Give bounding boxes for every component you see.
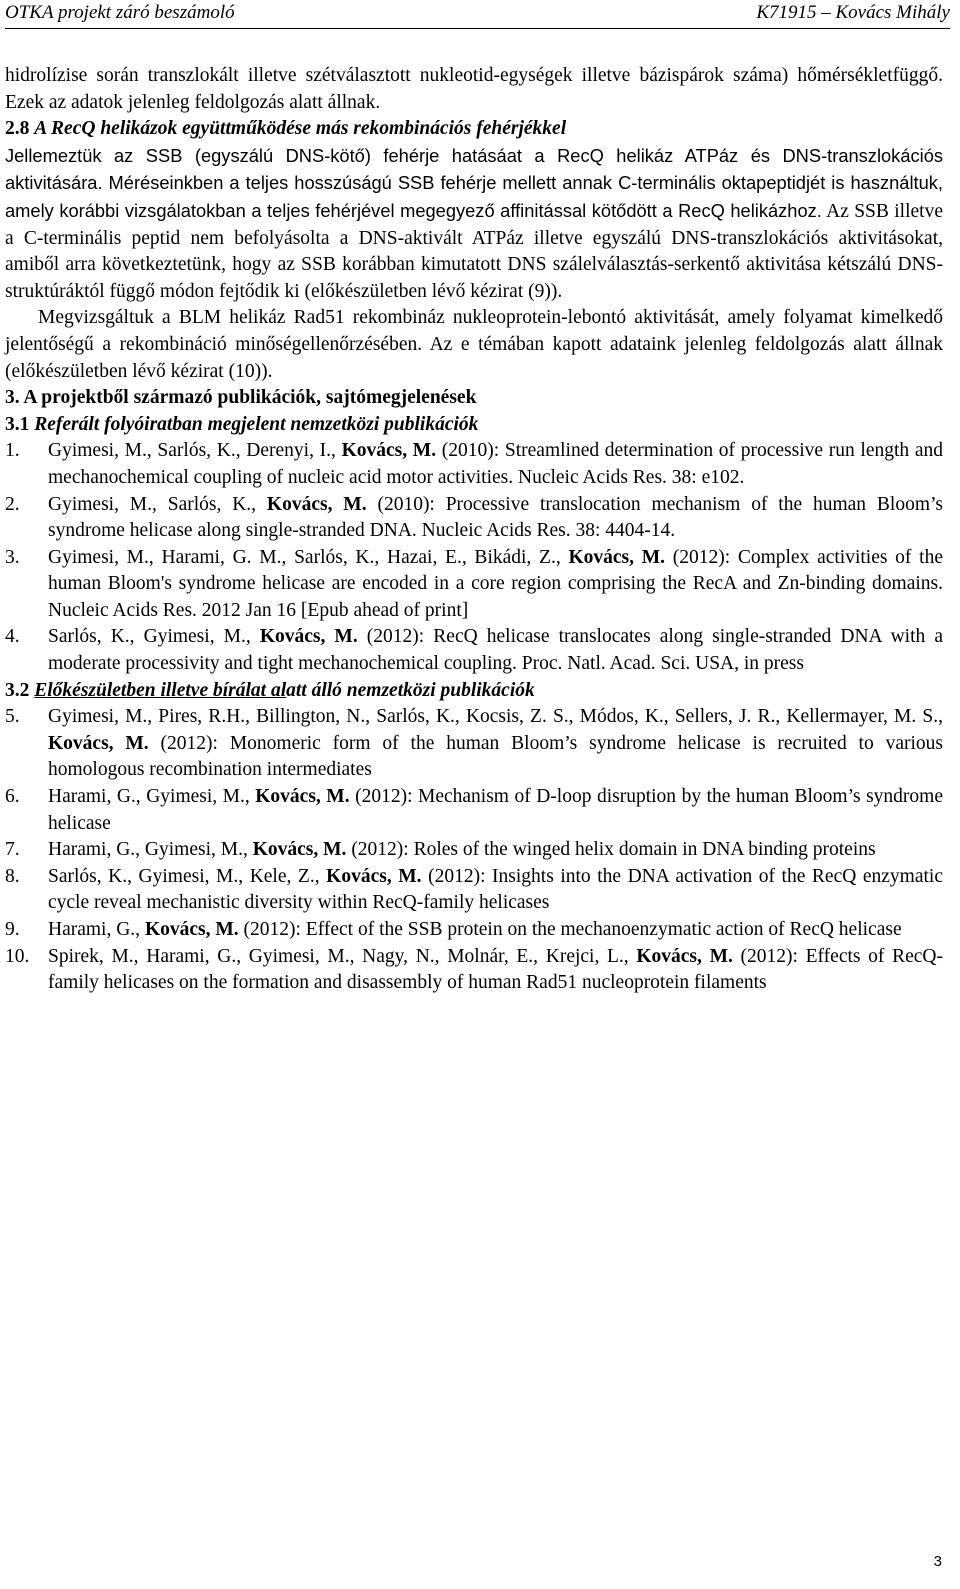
section-2-8-heading [5, 116, 943, 143]
publication-number: 8. [5, 865, 20, 887]
publication-details: (2012): Insights into the DNA activation of the RecQ enzymatic cycle reveal mechanistic diversity within RecQ-family helicases [48, 865, 943, 914]
publication-number: 4. [5, 626, 20, 648]
subsection-title-b: att álló nemzetközi publikációk [286, 679, 535, 701]
publication-number: 5. [5, 706, 20, 728]
publication-item [5, 492, 943, 545]
publication-authors: Harami, G., [48, 919, 145, 940]
publication-details: (2010): Processive translocation mechanism of the human Bloom’s syndrome helicase along single-stranded DNA. Nucleic Acids Res. 38: 4404-14. [48, 493, 943, 542]
publication-authors: Sarlós, K., Gyimesi, M., Kele, Z., [48, 865, 327, 887]
publication-highlight-author: Kovács, M. [568, 546, 665, 568]
publication-highlight-author: Kovács, M. [326, 865, 422, 887]
publication-authors: Gyimesi, M., Sarlós, K., [48, 493, 267, 515]
publication-details: (2012): Complex activities of the human Bloom's syndrome helicase are encoded in a core region comprising the RecA and Zn-binding domains. Nucleic Acids Res. 2012 Jan 16 [Epub ahead of print] [48, 546, 943, 621]
publication-highlight-author: Kovács, M. [259, 626, 358, 648]
publication-details: (2012): Roles of the winged helix domain in DNA binding proteins [346, 839, 876, 861]
publication-number: 2. [5, 493, 20, 515]
paragraph-continuation: hidrolízise során transzlokált illetve szétválasztott nukleotid-egységek illetve bázispárok száma) hőmérsékletfüggő. Ezek az adatok jelenleg feldolgozás alatt állnak. [5, 65, 943, 113]
publication-item [5, 864, 943, 917]
paragraph-ssb-serif: Az SSB illetve a C-terminális peptid nem befolyásolta a DNS-aktivált ATPáz illetve egyszálú DNS-transzlokációs aktivitásokat, amiből arra következtetünk, hogy az SSB korábban kimutatott DNS szálelválasztás-serkentő aktivitása kétszálú DNS-struktúráktól függő módon fejtődik ki (előkészületben lévő kézirat (9)). [5, 200, 943, 302]
page-number: 3 [933, 1553, 942, 1570]
publication-details: (2012): Mechanism of D-loop disruption by the human Bloom’s syndrome helicase [48, 786, 943, 834]
section-title: A RecQ helikázok együttműködése más rekombinációs fehérjékkel [34, 118, 567, 140]
publication-number: 7. [5, 839, 20, 861]
publication-item [5, 944, 943, 997]
publication-details: (2012): Monomeric form of the human Bloom’s syndrome helicase is recruited to various homologous recombination intermediates [48, 732, 943, 781]
publication-authors: Spirek, M., Harami, G., Gyimesi, M., Nagy, N., Molnár, E., Krejci, L., [48, 945, 637, 967]
publication-item [5, 545, 943, 625]
publication-authors: Gyimesi, M., Pires, R.H., Billington, N., Sarlós, K., Kocsis, Z. S., Módos, K., Sellers, J. R., Kellermayer, M. S., [48, 706, 943, 728]
section-3-1-heading [5, 412, 943, 439]
publication-number: 9. [5, 919, 20, 940]
publication-details: (2012): Effects of RecQ-family helicases on the formation and disassembly of human Rad51 nucleoprotein filaments [48, 945, 943, 994]
subsection-number: 3.2 [5, 679, 30, 701]
header-title: OTKA projekt záró beszámoló [5, 2, 235, 23]
subsection-title-a: Előkészületben illetve bírálat al [34, 679, 287, 701]
publication-highlight-author: Kovács, M. [341, 440, 437, 462]
published-publications-list [5, 438, 943, 677]
publication-authors: Harami, G., Gyimesi, M., [48, 786, 256, 808]
publication-authors: Sarlós, K., Gyimesi, M., [48, 626, 260, 648]
publication-item [5, 784, 943, 837]
publication-item [5, 438, 943, 491]
publication-authors: Gyimesi, M., Sarlós, K., Derenyi, I., [48, 440, 342, 462]
section-3-2-heading [5, 678, 943, 705]
publication-highlight-author: Kovács, M. [636, 945, 733, 967]
section-number: 2.8 [5, 118, 30, 140]
publication-item [5, 704, 943, 784]
publication-highlight-author: Kovács, M. [255, 786, 350, 808]
publication-item [5, 917, 943, 944]
publication-highlight-author: Kovács, M. [48, 732, 149, 754]
publication-details: (2012): Effect of the SSB protein on the mechanoenzymatic action of RecQ helicase [238, 919, 902, 940]
publication-item [5, 624, 943, 677]
publication-highlight-author: Kovács, M. [266, 493, 367, 515]
paragraph-ssb [5, 143, 943, 306]
paragraph-blm: Megvizsgáltuk a BLM helikáz Rad51 rekombináz nukleoprotein-lebontó aktivitását, amely folyamat kimelkedő jelentőségű a rekombináció minőségellenőrzésében. Az e témában kapott adataink jelenleg feldolgozás alatt állnak (előkészületben lévő kézirat (10)). [5, 307, 943, 382]
document-body [5, 63, 943, 997]
subsection-title: Referált folyóiratban megjelent nemzetközi publikációk [34, 413, 479, 435]
section-3-heading: 3. A projektből származó publikációk, sajtómegjelenések [5, 387, 477, 409]
publication-number: 3. [5, 546, 20, 568]
publication-number: 1. [5, 440, 20, 462]
publication-number: 10. [5, 945, 30, 967]
page-header [5, 0, 950, 29]
header-grant-author: K71915 – Kovács Mihály [756, 2, 950, 23]
publication-highlight-author: Kovács, M. [252, 839, 347, 861]
publication-details: (2012): RecQ helicase translocates along single-stranded DNA with a moderate processivity and tight mechanochemical coupling. Proc. Natl. Acad. Sci. USA, in press [48, 626, 944, 675]
publication-highlight-author: Kovács, M. [144, 919, 239, 940]
publication-number: 6. [5, 786, 20, 808]
paragraph-ssb-sans: Jellemeztük az SSB (egyszálú DNS-kötő) fehérje hatásáat a RecQ helikáz ATPáz és DNS-transzlokációs aktivitására. Méréseinkben a teljes hosszúságú SSB fehérje mellett annak C-terminális oktapeptidjét is használtuk, amely korábbi vizsgálatokban a teljes fehérjével megegyező affinitással kötődött a RecQ helikázhoz. [5, 144, 943, 221]
publication-item [5, 837, 943, 864]
publication-authors: Gyimesi, M., Harami, G. M., Sarlós, K., Hazai, E., Bikádi, Z., [48, 546, 569, 568]
preparing-publications-list [5, 704, 943, 997]
publication-details: (2010): Streamlined determination of processive run length and mechanochemical coupling of nucleic acid motor activities. Nucleic Acids Res. 38: e102. [48, 440, 943, 488]
subsection-number: 3.1 [5, 413, 30, 435]
publication-authors: Harami, G., Gyimesi, M., [48, 839, 253, 861]
